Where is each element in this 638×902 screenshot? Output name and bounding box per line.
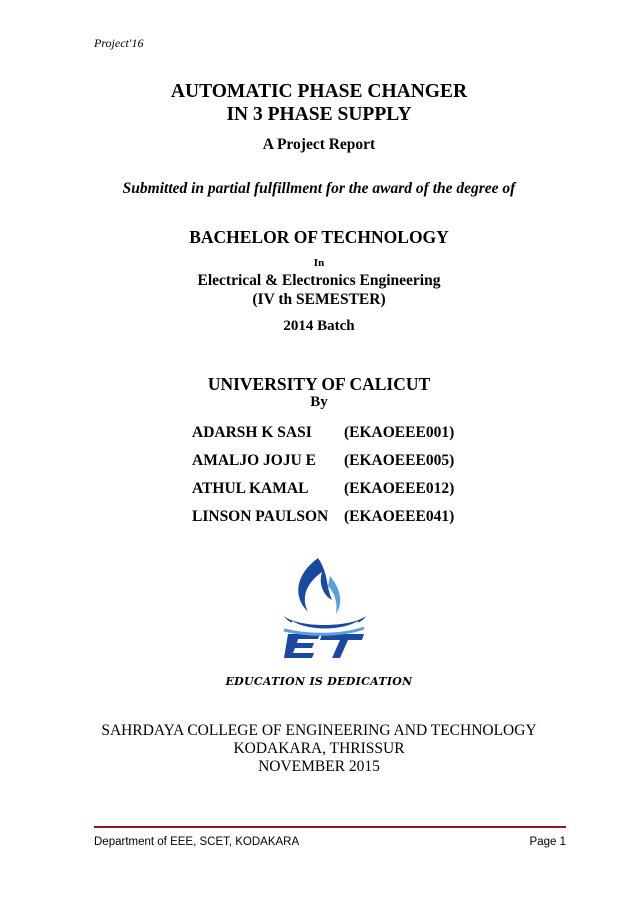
- college-location: KODAKARA, THRISSUR: [233, 740, 405, 757]
- motto: EDUCATION IS DEDICATION: [225, 675, 413, 688]
- student-id: (EKAOEEE001): [344, 424, 455, 441]
- batch: 2014 Batch: [283, 318, 355, 334]
- running-header: Project'16: [94, 36, 144, 50]
- college-logo-icon: [278, 556, 370, 660]
- report-title: [0, 80, 638, 126]
- degree: BACHELOR OF TECHNOLOGY: [189, 227, 449, 247]
- report-date: NOVEMBER 2015: [258, 758, 380, 775]
- by-word: By: [310, 394, 328, 410]
- footer-rule: [94, 826, 566, 828]
- student-name: LINSON PAULSON: [192, 508, 329, 525]
- title-line-2: IN 3 PHASE SUPPLY: [226, 104, 412, 125]
- title-line-1: AUTOMATIC PHASE CHANGER: [170, 81, 468, 102]
- college-block: [0, 722, 638, 776]
- submitted-text: Submitted in partial fulfillment for the award of the degree of: [122, 180, 516, 197]
- student-name: ADARSH K SASI: [192, 424, 312, 441]
- student-id: (EKAOEEE041): [344, 508, 455, 525]
- report-type: A Project Report: [262, 136, 376, 153]
- student-id: (EKAOEEE012): [344, 480, 455, 497]
- university: UNIVERSITY OF CALICUT: [207, 374, 431, 394]
- student-id: (EKAOEEE005): [344, 452, 455, 469]
- student-name: AMALJO JOJU E: [192, 452, 316, 469]
- footer-department: Department of EEE, SCET, KODAKARA: [94, 836, 300, 848]
- college-name: SAHRDAYA COLLEGE OF ENGINEERING AND TECHNOLOGY: [101, 722, 537, 739]
- in-word: In: [313, 257, 325, 269]
- semester: (IV th SEMESTER): [252, 291, 386, 308]
- branch: Electrical & Electronics Engineering: [197, 272, 441, 289]
- page-number: Page 1: [529, 836, 566, 848]
- student-name: ATHUL KAMAL: [192, 480, 309, 497]
